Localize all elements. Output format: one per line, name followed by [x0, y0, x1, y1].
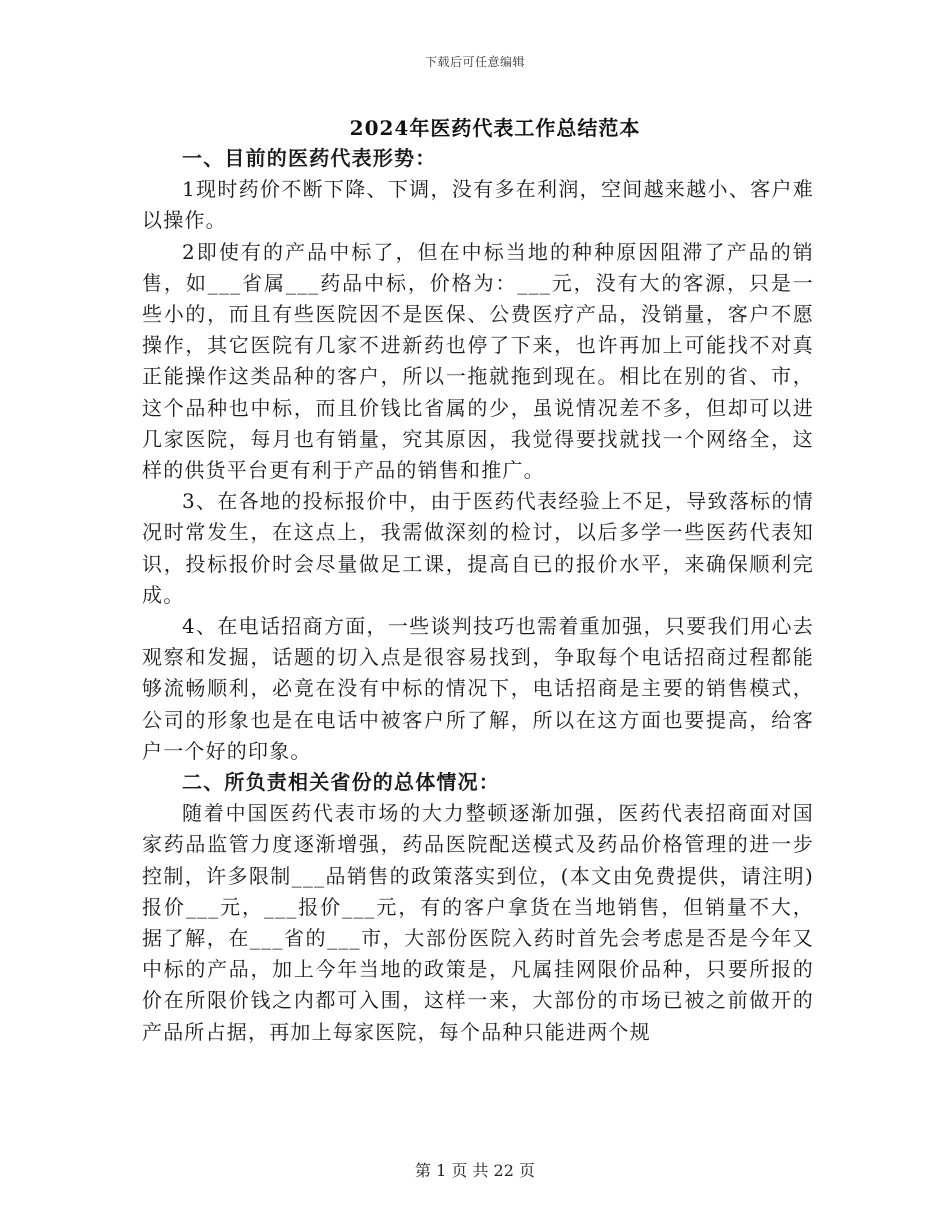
paragraph-2: 2即使有的产品中标了，但在中标当地的种种原因阻滞了产品的销售，如___省属___药品中标，价格为：___元，没有大的客源，只是一些小的，而且有些医院因不是医保、公费医疗产品，没销量，客户不愿操作，其它医院有几家不进新药也停了下来，也许再加上可能找不对真正能操作这类品种的客户，所以一拖就拖到现在。相比在别的省、市，这个品种也中标，而且价钱比省属的少，虽说情况差不多，但却可以进几家医院，每月也有销量，究其原因，我觉得要找就找一个网络全，这样的供货平台更有利于产品的销售和推广。	[142, 239, 814, 483]
document-title: 2024年医药代表工作总结范本	[349, 116, 641, 140]
section-heading-current-situation: 一、目前的医药代表形势：	[182, 146, 437, 170]
page-header-note: 下载后可任意编辑	[424, 55, 525, 69]
page-number-footer: 第 1 页 共 22 页	[415, 1161, 535, 1180]
paragraph-5: 随着中国医药代表市场的大力整顿逐渐加强，医药代表招商面对国家药品监管力度逐渐增强，药品医院配送模式及药品价格管理的进一步控制，许多限制___品销售的政策落实到位，(本文由免费提供，请注明)报价___元，___报价___元，有的客户拿货在当地销售，但销量不大，据了解，在___省的___市，大部份医院入药时首先会考虑是否是今年又中标的产品，加上今年当地的政策是，凡属挂网限价品种，只要所报的价在所限价钱之内都可入围，这样一来，大部份的市场已被之前做开的产品所占据，再加上每家医院，每个品种只能进两个规	[142, 801, 814, 1044]
paragraph-1: 1现时药价不断下降、下调，没有多在利润，空间越来越小、客户难以操作。	[142, 177, 814, 233]
paragraph-3: 3、在各地的投标报价中，由于医药代表经验上不足，导致落标的情况时常发生，在这点上，我需做深刻的检讨，以后多学一些医药代表知识，投标报价时会尽量做足工课，提高自已的报价水平，来确保顺利完成。	[142, 489, 814, 607]
section-heading-provinces: 二、所负责相关省份的总体情况：	[182, 770, 500, 795]
paragraph-4: 4、在电话招商方面，一些谈判技巧也需着重加强，只要我们用心去观察和发掘，话题的切入点是很容易找到，争取每个电话招商过程都能够流畅顺利，必竟在没有中标的情况下，电话招商是主要的销售模式，公司的形象也是在电话中被客户所了解，所以在这方面也要提高，给客户一个好的印象。	[142, 614, 814, 763]
document-body	[142, 143, 814, 1048]
